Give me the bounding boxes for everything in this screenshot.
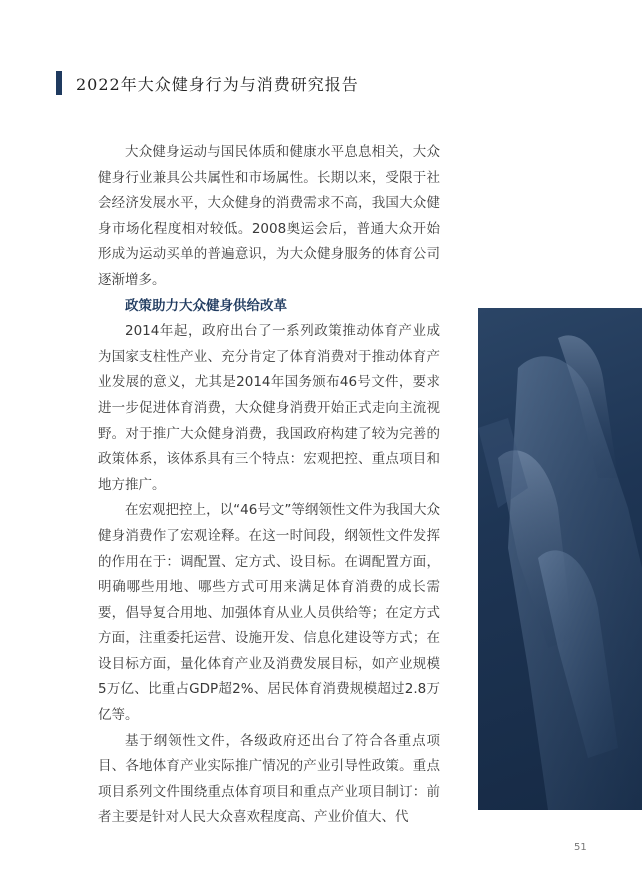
paragraph-1: 大众健身运动与国民体质和健康水平息息相关，大众健身行业兼具公共属性和市场属性。长期以来，受限于社会经济发展水平，大众健身的消费需求不高，我国大众健身市场化程度相对较低。2008奥运会后，普通大众开始形成为运动买单的普遍意识，为大众健身服务的体育公司逐渐增多。 [98,144,440,288]
hands-photo [478,308,642,810]
header-accent-bar [56,71,62,95]
section-heading: 政策助力大众健身供给改革 [125,297,287,314]
paragraph-4: 基于纲领性文件，各级政府还出台了符合各重点项目、各地体育产业实际推广情况的产业引导性政策。重点项目系列文件围绕重点体育项目和重点产业项目制订：前者主要是针对人民大众喜欢程度高、产业价值大、代 [98,732,440,826]
report-title: 2022年大众健身行为与消费研究报告 [76,75,359,94]
article-body [98,140,440,831]
hands-photo-illustration [478,308,642,810]
paragraph-3: 在宏观把控上，以“46号文”等纲领性文件为我国大众健身消费作了宏观诠释。在这一时间段，纲领性文件发挥的作用在于：调配置、定方式、设目标。在调配置方面，明确哪些用地、哪些方式可用来满足体育消费的成长需要，倡导复合用地、加强体育从业人员供给等；在定方式方面，注重委托运营、设施开发、信息化建设等方式；在设目标方面，量化体育产业及消费发展目标，如产业规模5万亿、比重占GDP超2%、居民体育消费规模超过2.8万亿等。 [98,502,440,724]
page-number: 51 [574,842,587,853]
paragraph-2: 2014年起，政府出台了一系列政策推动体育产业成为国家支柱性产业、充分肯定了体育消费对于推动体育产业发展的意义，尤其是2014年国务颁布46号文件，要求进一步促进体育消费，大众健身消费开始正式走向主流视野。对于推广大众健身消费，我国政府构建了较为完善的政策体系，该体系具有三个特点：宏观把控、重点项目和地方推广。 [98,323,440,493]
